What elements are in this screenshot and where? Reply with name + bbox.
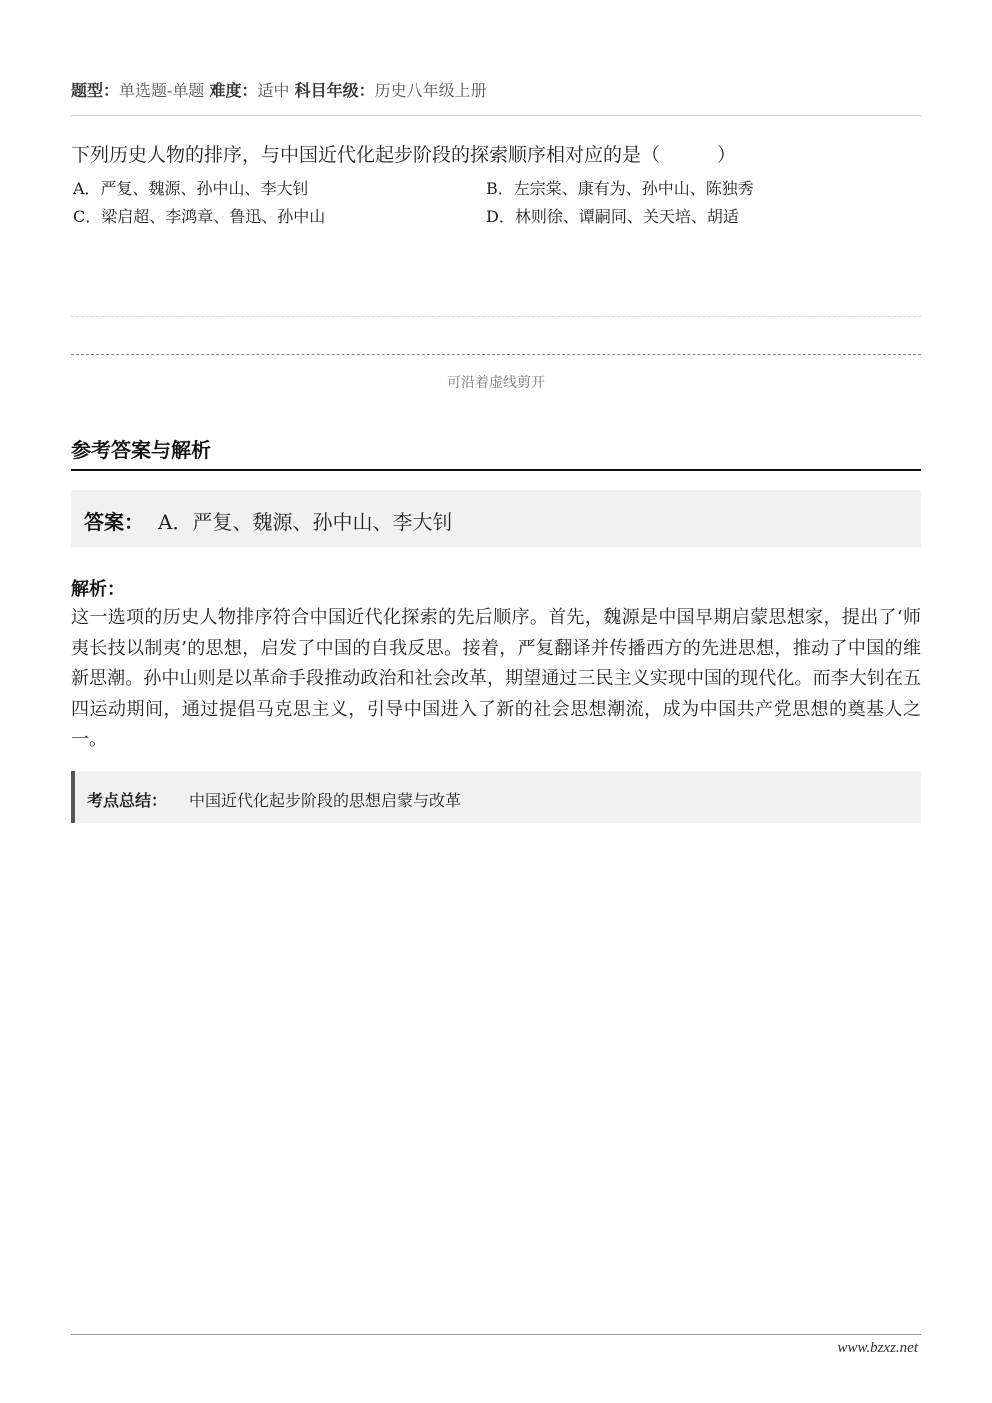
summary-text: 中国近代化起步阶段的思想启蒙与改革 — [189, 791, 462, 810]
question-stem: 下列历史人物的排序，与中国近代化起步阶段的探索顺序相对应的是（ ） — [71, 144, 737, 166]
option-c: C．梁启超、李鸿章、鲁迅、孙中山 — [73, 207, 326, 226]
type-label: 题型： — [71, 81, 120, 100]
analysis-text: 这一选项的历史人物排序符合中国近代化探索的先后顺序。首先，魏源是中国早期启蒙思想家，提出了‘师夷长技以制夷’的思想，启发了中国的自我反思。接着，严复翻译并传播西方的先进思想，推动了中国的维新思潮。孙中山则是以革命手段推动政治和社会改革，期望通过三民主义实现中国的现代化。而李大钊在五四运动期间，通过提倡马克思主义，引导中国进入了新的社会思想潮流，成为中国共产党思想的奠基人之一。 — [71, 607, 921, 750]
footer-divider — [71, 1334, 921, 1335]
type-value: 单选题-单题 — [119, 81, 205, 100]
summary-accent-bar — [71, 771, 75, 823]
option-d: D．林则徐、谭嗣同、关天培、胡适 — [486, 207, 739, 226]
answer-area-line — [71, 316, 921, 317]
subject-value: 历史八年级上册 — [374, 81, 487, 100]
cut-line — [71, 354, 921, 355]
footer-site: www.bzxz.net — [837, 1340, 918, 1356]
solution-title: 参考答案与解析 — [71, 438, 211, 462]
cut-hint: 可沿着虚线剪开 — [447, 375, 545, 391]
answer-label: 答案： — [84, 510, 144, 534]
solution-divider — [71, 469, 921, 471]
option-b: B．左宗棠、康有为、孙中山、陈独秀 — [486, 179, 754, 198]
option-a: A．严复、魏源、孙中山、李大钊 — [73, 179, 309, 198]
answer-text: A．严复、魏源、孙中山、李大钊 — [158, 510, 453, 534]
question-meta — [71, 78, 487, 101]
difficulty-value: 适中 — [257, 81, 290, 100]
analysis-label: 解析： — [71, 579, 125, 600]
difficulty-label: 难度： — [209, 81, 258, 100]
subject-label: 科目年级： — [294, 81, 375, 100]
meta-divider — [71, 115, 921, 116]
summary-label: 考点总结： — [87, 791, 168, 810]
